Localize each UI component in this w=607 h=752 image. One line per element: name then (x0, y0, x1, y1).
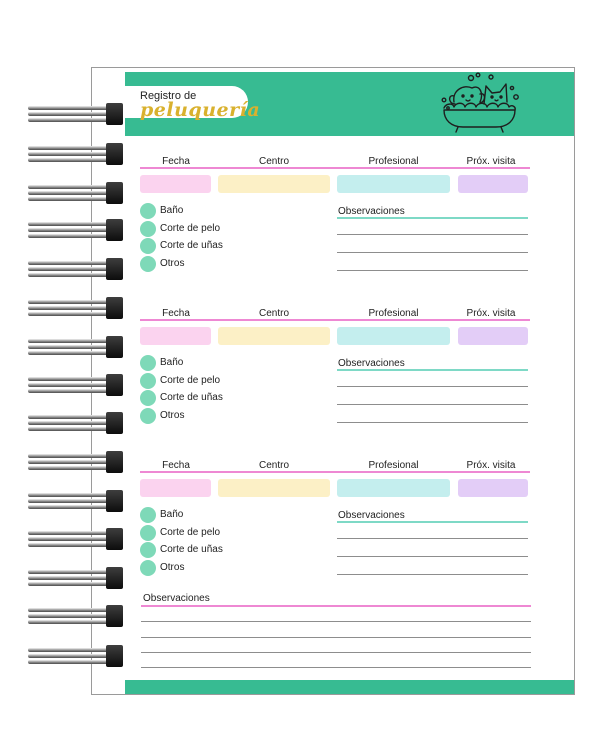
field-prox_visita[interactable] (458, 327, 528, 345)
binding-ring (28, 567, 126, 589)
binding-ring (28, 258, 126, 280)
field-centro[interactable] (218, 327, 330, 345)
bottom-observaciones-line-2[interactable] (141, 637, 531, 638)
header-fecha: Fecha (162, 156, 190, 167)
field-prox_visita[interactable] (458, 479, 528, 497)
option-label: Corte de pelo (160, 223, 221, 234)
header-profesional: Profesional (368, 460, 419, 471)
observaciones-line[interactable] (337, 574, 528, 575)
binding-ring (28, 143, 126, 165)
option-checkbox[interactable] (140, 542, 156, 558)
option-label: Corte de uñas (160, 392, 223, 403)
observaciones-line[interactable] (337, 234, 528, 235)
header-centro: Centro (258, 156, 289, 167)
binding-ring (28, 374, 126, 396)
header-prox_visita: Próx. visita (466, 460, 516, 471)
binding-ring (28, 297, 126, 319)
option-checkbox[interactable] (140, 507, 156, 523)
binding-ring (28, 219, 126, 241)
title-small: Registro de (140, 90, 197, 102)
field-profesional[interactable] (337, 479, 450, 497)
observaciones-label: Observaciones (338, 206, 405, 217)
dog-and-cat-in-bathtub-icon (436, 72, 522, 134)
option-label: Corte de pelo (160, 375, 221, 386)
binding-ring (28, 645, 126, 667)
header-centro: Centro (258, 460, 289, 471)
option-label: Corte de uñas (160, 240, 223, 251)
header-profesional: Profesional (368, 308, 419, 319)
option-label: Corte de pelo (160, 527, 221, 538)
observaciones-line[interactable] (337, 252, 528, 253)
header-prox_visita: Próx. visita (466, 308, 516, 319)
binding-ring (28, 103, 126, 125)
footer-band (125, 680, 574, 694)
bottom-observaciones-line-3[interactable] (141, 652, 531, 653)
header-fecha: Fecha (162, 308, 190, 319)
option-checkbox[interactable] (140, 373, 156, 389)
record-divider (140, 167, 530, 169)
record-divider (140, 471, 530, 473)
option-label: Otros (160, 562, 185, 573)
binding-ring (28, 182, 126, 204)
bottom-observaciones-label: Observaciones (143, 593, 210, 604)
option-label: Otros (160, 410, 185, 421)
binding-ring (28, 490, 126, 512)
bottom-observaciones-line-1[interactable] (141, 621, 531, 622)
binding-ring (28, 412, 126, 434)
observaciones-line[interactable] (337, 386, 528, 387)
observaciones-line[interactable] (337, 270, 528, 271)
observaciones-underline (337, 521, 528, 523)
field-centro[interactable] (218, 175, 330, 193)
option-checkbox[interactable] (140, 256, 156, 272)
option-label: Otros (160, 258, 185, 269)
option-checkbox[interactable] (140, 408, 156, 424)
observaciones-line[interactable] (337, 538, 528, 539)
observaciones-line[interactable] (337, 556, 528, 557)
option-label: Baño (160, 205, 184, 216)
observaciones-underline (337, 217, 528, 219)
option-label: Baño (160, 509, 184, 520)
observaciones-label: Observaciones (338, 358, 405, 369)
record-divider (140, 319, 530, 321)
field-fecha[interactable] (140, 327, 211, 345)
option-label: Corte de uñas (160, 544, 223, 555)
option-checkbox[interactable] (140, 238, 156, 254)
observaciones-label: Observaciones (338, 510, 405, 521)
option-checkbox[interactable] (140, 560, 156, 576)
observaciones-line[interactable] (337, 404, 528, 405)
header-centro: Centro (258, 308, 289, 319)
bottom-observaciones-line-4[interactable] (141, 667, 531, 668)
field-fecha[interactable] (140, 175, 211, 193)
option-checkbox[interactable] (140, 203, 156, 219)
observaciones-underline (337, 369, 528, 371)
bottom-observaciones-underline (141, 605, 531, 607)
title-script: peluquería (140, 99, 261, 121)
field-profesional[interactable] (337, 327, 450, 345)
binding-ring (28, 605, 126, 627)
option-label: Baño (160, 357, 184, 368)
option-checkbox[interactable] (140, 390, 156, 406)
option-checkbox[interactable] (140, 221, 156, 237)
field-centro[interactable] (218, 479, 330, 497)
header-fecha: Fecha (162, 460, 190, 471)
option-checkbox[interactable] (140, 525, 156, 541)
header-profesional: Profesional (368, 156, 419, 167)
field-profesional[interactable] (337, 175, 450, 193)
option-checkbox[interactable] (140, 355, 156, 371)
binding-ring (28, 451, 126, 473)
observaciones-line[interactable] (337, 422, 528, 423)
field-fecha[interactable] (140, 479, 211, 497)
field-prox_visita[interactable] (458, 175, 528, 193)
binding-ring (28, 336, 126, 358)
binding-ring (28, 528, 126, 550)
header-prox_visita: Próx. visita (466, 156, 516, 167)
